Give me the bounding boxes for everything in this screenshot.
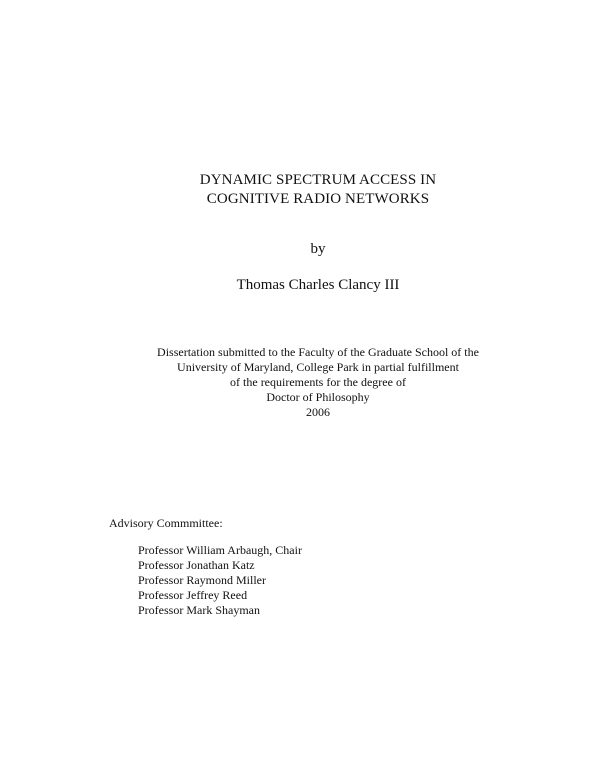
statement-line-4: Doctor of Philosophy [266, 390, 370, 404]
committee-list [138, 543, 302, 618]
title-line-2: COGNITIVE RADIO NETWORKS [206, 191, 430, 207]
author-name: Thomas Charles Clancy III [236, 277, 400, 293]
committee-heading: Advisory Commmittee: [109, 516, 223, 530]
committee-member: Professor Raymond Miller [138, 573, 266, 587]
committee-member: Professor Mark Shayman [138, 603, 260, 617]
submission-statement [0, 345, 600, 420]
statement-line-3: of the requirements for the degree of [230, 375, 406, 389]
statement-line-2: University of Maryland, College Park in partial fulfillment [177, 360, 459, 374]
committee-member: Professor William Arbaugh, Chair [138, 543, 302, 557]
dissertation-title [0, 171, 600, 209]
committee-member: Professor Jonathan Katz [138, 558, 255, 572]
statement-line-1: Dissertation submitted to the Faculty of the Graduate School of the [157, 345, 479, 359]
by-label: by [310, 241, 326, 257]
committee-member: Professor Jeffrey Reed [138, 588, 248, 602]
statement-year: 2006 [306, 405, 330, 419]
title-line-1: DYNAMIC SPECTRUM ACCESS IN [199, 172, 437, 188]
